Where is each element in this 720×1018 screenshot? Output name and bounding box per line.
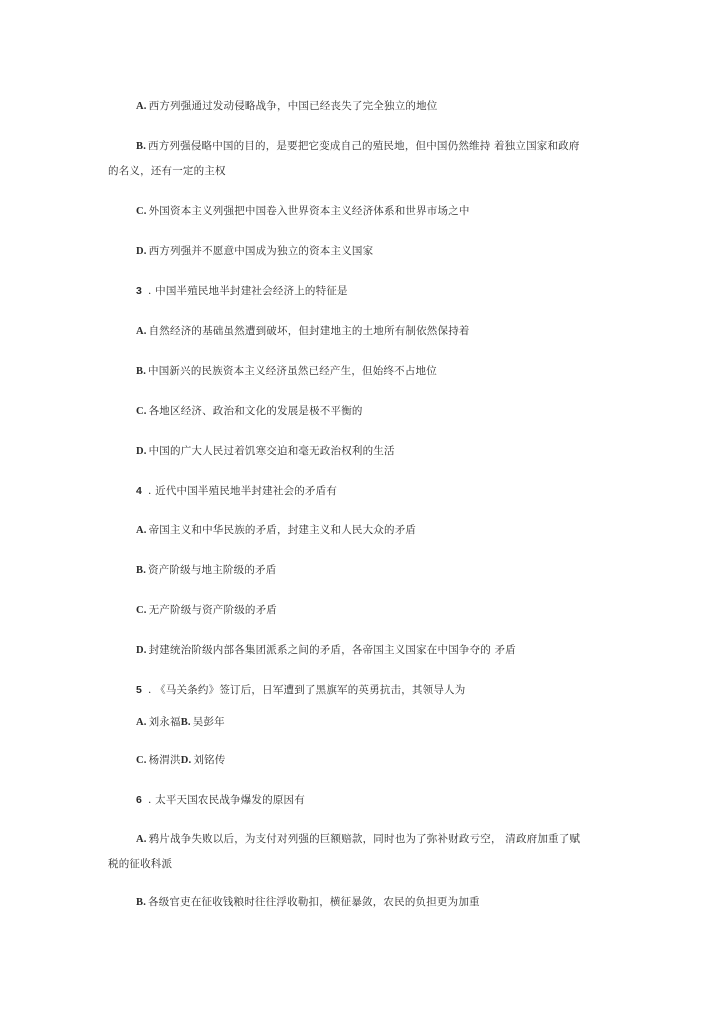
option-text: 刘永福 xyxy=(148,716,181,728)
option-letter: D. xyxy=(180,755,192,766)
option-text: 各地区经济、政治和文化的发展是极不平衡的 xyxy=(148,405,363,417)
option-text: 无产阶级与资产阶级的矛盾 xyxy=(148,604,278,616)
option-text: 中国新兴的民族资本主义经济虽然已经产生，但始终不占地位 xyxy=(148,365,437,377)
question-3-stem xyxy=(136,284,348,298)
option-letter: B. xyxy=(180,717,191,728)
question-number: 3 xyxy=(136,285,143,297)
option-letter: A. xyxy=(136,101,147,112)
option-letter: D. xyxy=(136,645,147,656)
option-q4-a xyxy=(136,523,416,538)
question-text: . 近代中国半殖民地半封建社会的矛盾有 xyxy=(148,485,338,497)
question-text: . 中国半殖民地半封建社会经济上的特征是 xyxy=(148,285,348,297)
option-letter: B. xyxy=(136,141,147,152)
option-q5-cd xyxy=(136,753,225,768)
option-letter: C. xyxy=(136,206,147,217)
option-q6-b xyxy=(136,895,480,910)
option-text: 各级官吏在征收钱粮时往往浮收勒扣，横征暴敛，农民的负担更为加重 xyxy=(148,896,480,908)
option-letter: A. xyxy=(136,834,147,845)
question-number: 6 xyxy=(136,794,143,806)
option-q3-c xyxy=(136,404,363,419)
option-text: 西方列强通过发动侵略战争，中国已经丧失了完全独立的地位 xyxy=(148,100,438,112)
option-text: 封建统治阶级内部各集团派系之间的矛盾，各帝国主义国家在中国争夺的 矛盾 xyxy=(148,644,516,656)
option-text: 杨渭洪 xyxy=(148,754,181,766)
option-text: 刘铭传 xyxy=(193,754,226,766)
option-text: 中国的广大人民过着饥寒交迫和毫无政治权利的生活 xyxy=(148,445,395,457)
option-letter: A. xyxy=(136,525,147,536)
option-text: 鸦片战争失败以后，为支付对列强的巨额赔款，同时也为了弥补财政亏空， 清政府加重了赋 xyxy=(148,833,581,845)
option-letter: A. xyxy=(136,717,147,728)
option-letter: B. xyxy=(136,565,147,576)
option-letter: C. xyxy=(136,755,147,766)
option-text-continuation: 税的征收科派 xyxy=(108,858,173,870)
option-q3-b xyxy=(136,364,437,379)
option-text: 吴彭年 xyxy=(192,716,225,728)
option-letter: C. xyxy=(136,605,147,616)
option-q4-c xyxy=(136,603,277,618)
option-q5-ab xyxy=(136,715,225,730)
option-letter: B. xyxy=(136,366,147,377)
question-number: 5 xyxy=(136,684,143,696)
option-text-continuation: 的名义，还有一定的主权 xyxy=(108,165,226,177)
question-text: . 太平天国农民战争爆发的原因有 xyxy=(148,794,305,806)
question-text: . 《马关条约》签订后，日军遭到了黑旗军的英勇抗击，其领导人为 xyxy=(148,684,466,696)
option-q2-c xyxy=(136,204,470,219)
option-text: 自然经济的基础虽然遭到破坏，但封建地主的土地所有制依然保持着 xyxy=(148,325,470,337)
option-letter: B. xyxy=(136,897,147,908)
option-q2-b-line1 xyxy=(136,139,580,154)
option-letter: D. xyxy=(136,246,147,257)
option-text: 外国资本主义列强把中国卷入世界资本主义经济体系和世界市场之中 xyxy=(148,205,470,217)
option-q3-a xyxy=(136,324,470,339)
option-text: 西方列强侵略中国的目的，是要把它变成自己的殖民地，但中国仍然维持 着独立国家和政府 xyxy=(148,140,580,152)
option-q4-d xyxy=(136,643,516,658)
option-q2-d xyxy=(136,244,373,259)
option-letter: A. xyxy=(136,326,147,337)
question-4-stem xyxy=(136,484,337,498)
option-text: 帝国主义和中华民族的矛盾，封建主义和人民大众的矛盾 xyxy=(148,524,417,536)
option-q6-a-line2 xyxy=(108,857,172,871)
question-6-stem xyxy=(136,793,305,807)
option-q4-b xyxy=(136,563,276,578)
option-q6-a-line1 xyxy=(136,832,580,847)
question-number: 4 xyxy=(136,485,143,497)
option-text: 资产阶级与地主阶级的矛盾 xyxy=(148,564,277,576)
option-letter: D. xyxy=(136,446,147,457)
option-q2-b-line2 xyxy=(108,164,226,178)
option-letter: C. xyxy=(136,406,147,417)
option-text: 西方列强并不愿意中国成为独立的资本主义国家 xyxy=(148,245,374,257)
question-5-stem xyxy=(136,683,465,697)
option-q2-a xyxy=(136,99,438,114)
option-q3-d xyxy=(136,444,395,459)
